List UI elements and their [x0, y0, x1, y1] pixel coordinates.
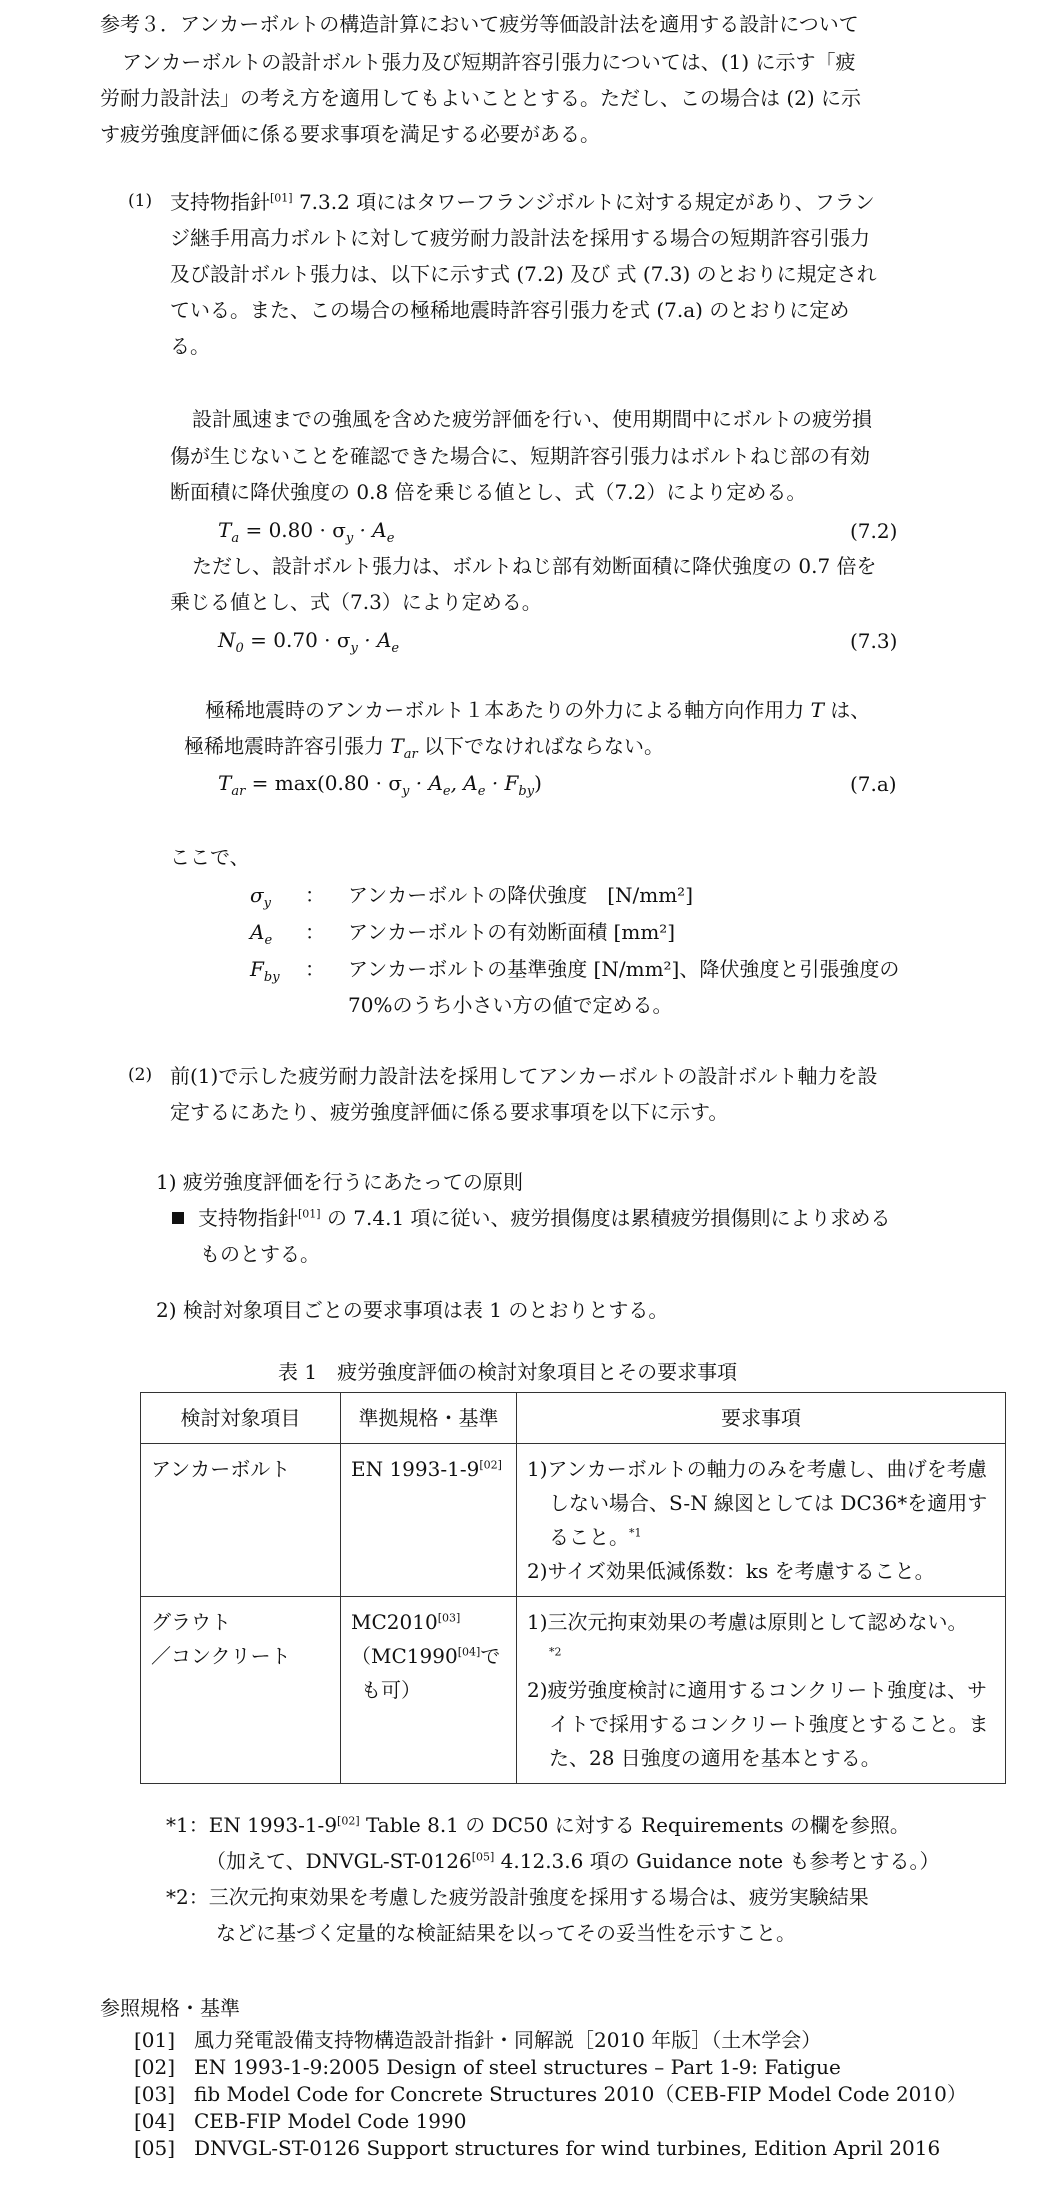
table-cell: [517, 1597, 1006, 1784]
quote-line: 乗じる値とし、式（7.3）により定める。: [170, 590, 542, 614]
reference-text: CEB-FIP Model Code 1990: [194, 2109, 467, 2133]
def-colon: ：: [305, 920, 325, 944]
def-text: アンカーボルトの有効断面積 [mm²]: [348, 920, 676, 944]
footnote: *2：三次元拘束効果を考慮した疲労設計強度を採用する場合は、疲労実験結果: [166, 1885, 869, 1909]
requirements-table: [140, 1392, 1006, 1784]
footnote: （加えて、DNVGL-ST-0126[05] 4.12.3.6 項の Guidance note も参考とする。）: [206, 1849, 940, 1873]
table-cell: [517, 1444, 1006, 1597]
table-header: 検討対象項目: [141, 1393, 341, 1444]
intro-line: アンカーボルトの設計ボルト張力及び短期許容引張力については、(1) に示す「疲: [122, 50, 856, 74]
ref-marker: [01]: [298, 1207, 321, 1221]
equation-number: (7.3): [850, 629, 898, 653]
table-header: 準拠規格・基準: [341, 1393, 517, 1444]
footnote: *1：EN 1993-1-9[02] Table 8.1 の DC50 に対する Requirements の欄を参照。: [166, 1813, 910, 1837]
intro-line: 労耐力設計法」の考え方を適用してもよいこととする。ただし、この場合は (2) に示: [100, 86, 862, 110]
requirement-2: 2)サイズ効果低減係数：ks を考慮すること。: [527, 1559, 935, 1583]
table-header: 要求事項: [517, 1393, 1006, 1444]
table-row: [141, 1444, 1006, 1597]
equation-number: (7.a): [850, 772, 897, 796]
quote-line: ただし、設計ボルト張力は、ボルトねじ部有効断面積に降伏強度の 0.7 倍を: [192, 554, 877, 578]
equation-number: (7.2): [850, 519, 898, 543]
intro-line: す疲労強度評価に係る要求事項を満足する必要がある。: [100, 122, 600, 146]
def-colon: ：: [305, 883, 325, 907]
list-item: 2) 検討対象項目ごとの要求事項は表 1 のとおりとする。: [156, 1298, 669, 1322]
quote-line: 傷が生じないことを確認できた場合に、短期許容引張力はボルトねじ部の有効: [170, 444, 870, 468]
table-caption: 表 1 疲労強度評価の検討対象項目とその要求事項: [278, 1360, 738, 1384]
def-colon: ：: [305, 957, 325, 981]
paragraph-line: 前(1)で示した疲労耐力設計法を採用してアンカーボルトの設計ボルト軸力を設: [170, 1064, 878, 1088]
def-symbol: $F_{by}$: [250, 957, 280, 985]
def-text: アンカーボルトの降伏強度 [N/mm²]: [348, 883, 693, 907]
requirement-1: 1)アンカーボルトの軸力のみを考慮し、曲げを考慮しない場合、S-N 線図としては DC36*を適用すること。$^{*1}$: [527, 1457, 988, 1549]
section-number: (2): [128, 1065, 153, 1085]
ref-marker: [01]: [270, 191, 293, 205]
square-bullet-icon: [172, 1212, 184, 1224]
equation-7-2: $T_a = 0.80 \cdot \sigma_y \cdot A_e$: [218, 518, 395, 546]
paragraph-line: 支持物指針[01] 7.3.2 項にはタワーフランジボルトに対する規定があり、フラン: [170, 190, 875, 214]
section-title: 参考３．アンカーボルトの構造計算において疲労等価設計法を適用する設計について: [100, 12, 859, 36]
def-text: 70%のうち小さい方の値で定める。: [348, 993, 673, 1017]
bullet-line: 支持物指針[01] の 7.4.1 項に従い、疲労損傷度は累積疲労損傷則により求める: [172, 1208, 891, 1228]
reference-id: [05]: [134, 2136, 176, 2160]
references-title: 参照規格・基準: [100, 1996, 240, 2020]
where-label: ここで、: [170, 845, 250, 869]
equation-7-a: $T_{ar} = \max(0.80 \cdot \sigma_y \cdot A_e$, $A_e \cdot F_{by}$): [218, 771, 542, 799]
table-cell: MC2010[03] （MC1990[04]で も可）: [341, 1597, 517, 1784]
table-cell: グラウト ／コンクリート: [141, 1597, 341, 1784]
reference-id: [03]: [134, 2082, 176, 2106]
table-cell: EN 1993-1-9[02]: [341, 1444, 517, 1597]
paragraph-line: 定するにあたり、疲労強度評価に係る要求事項を以下に示す。: [170, 1100, 729, 1124]
reference-id: [01]: [134, 2028, 176, 2052]
table-row: [141, 1597, 1006, 1784]
quote-line: 断面積に降伏強度の 0.8 倍を乗じる値とし、式（7.2）により定める。: [170, 480, 807, 504]
quote-line: 極稀地震時のアンカーボルト１本あたりの外力による軸方向作用力 T は、: [205, 698, 871, 722]
bullet-line: ものとする。: [200, 1242, 320, 1266]
list-item: 1) 疲労強度評価を行うにあたっての原則: [156, 1170, 523, 1194]
def-symbol: $\sigma_y$: [250, 883, 272, 911]
reference-id: [02]: [134, 2055, 176, 2079]
equation-7-3: $N_0 = 0.70 \cdot \sigma_y \cdot A_e$: [218, 628, 400, 656]
table-header-row: [141, 1393, 1006, 1444]
table-cell: アンカーボルト: [141, 1444, 341, 1597]
requirement-1: 1)三次元拘束効果の考慮は原則として認めない。 $^{*2}$: [527, 1610, 968, 1659]
def-text: アンカーボルトの基準強度 [N/mm²]、降伏強度と引張強度の: [348, 957, 900, 981]
section-number: (1): [128, 191, 153, 211]
reference-text: DNVGL-ST-0126 Support structures for wind turbines, Edition April 2016: [194, 2136, 941, 2160]
reference-id: [04]: [134, 2109, 176, 2133]
quote-line: 極稀地震時許容引張力 $T_{ar}$ 以下でなければならない。: [184, 734, 665, 762]
requirement-2: 2)疲労強度検討に適用するコンクリート強度は、サイトで採用するコンクリート強度とすること。また、28 日強度の適用を基本とする。: [527, 1678, 989, 1770]
reference-text: EN 1993-1-9:2005 Design of steel structures – Part 1-9: Fatigue: [194, 2055, 841, 2079]
footnote: などに基づく定量的な検証結果を以ってその妥当性を示すこと。: [216, 1921, 796, 1945]
reference-text: 風力発電設備支持物構造設計指針・同解説［2010 年版］（土木学会）: [194, 2028, 822, 2052]
paragraph-line: 及び設計ボルト張力は、以下に示す式 (7.2) 及び 式 (7.3) のとおりに規定され: [170, 262, 877, 286]
reference-text: fib Model Code for Concrete Structures 2010（CEB-FIP Model Code 2010）: [194, 2082, 967, 2106]
def-symbol: $A_e$: [250, 920, 273, 948]
quote-line: 設計風速までの強風を含めた疲労評価を行い、使用期間中にボルトの疲労損: [192, 407, 872, 431]
paragraph-line: ている。また、この場合の極稀地震時許容引張力を式 (7.a) のとおりに定め: [170, 298, 850, 322]
paragraph-line: ジ継手用高力ボルトに対して疲労耐力設計法を採用する場合の短期許容引張力: [170, 226, 870, 250]
paragraph-line: る。: [170, 334, 210, 358]
